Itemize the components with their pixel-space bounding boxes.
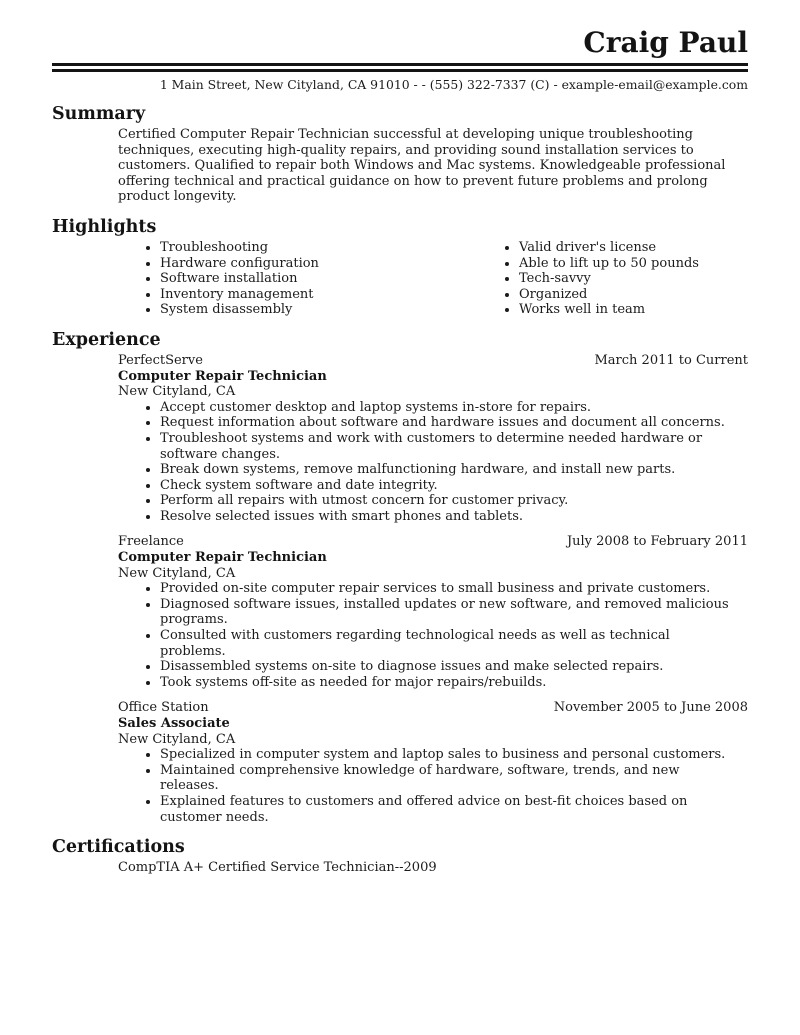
- bullet-item: • Check system software and date integrity.: [160, 478, 730, 494]
- summary-section: [52, 105, 748, 205]
- job-bullet-list: [118, 400, 748, 525]
- bullet-item: • Provided on-site computer repair services to small business and private customers.: [160, 581, 730, 597]
- job-bullet-list: [118, 581, 748, 690]
- bullet-item: • Valid driver's license: [519, 240, 699, 256]
- highlights-content: [118, 240, 748, 318]
- bullet-item: • Consulted with customers regarding technological needs as well as technical problems.: [160, 628, 730, 659]
- certifications-heading: Certifications: [52, 837, 185, 858]
- job-header-row: [118, 534, 748, 550]
- job-company: PerfectServe: [118, 352, 203, 368]
- job-dates: November 2005 to June 2008: [553, 700, 748, 716]
- bullet-item: • Diagnosed software issues, installed updates or new software, and removed malicious programs.: [160, 597, 730, 628]
- bullet-item: • Maintained comprehensive knowledge of hardware, software, trends, and new releases.: [160, 763, 730, 794]
- bullet-item: • Break down systems, remove malfunctioning hardware, and install new parts.: [160, 462, 730, 478]
- bullet-item: • Hardware configuration: [160, 256, 460, 272]
- highlights-section: [52, 218, 748, 318]
- job-entry: [118, 353, 748, 525]
- job-entry: [118, 700, 748, 825]
- bullet-item: • Explained features to customers and offered advice on best-fit choices based on customer needs.: [160, 794, 730, 825]
- bullet-item: • Troubleshoot systems and work with customers to determine needed hardware or software changes.: [160, 431, 730, 462]
- experience-heading: Experience: [52, 329, 161, 350]
- experience-content: [118, 353, 748, 825]
- job-location: New Cityland, CA: [118, 384, 236, 400]
- certifications-content: [118, 860, 748, 876]
- highlights-right-list: [460, 240, 699, 318]
- bullet-item: • Disassembled systems on-site to diagnose issues and make selected repairs.: [160, 659, 730, 675]
- bullet-item: • Request information about software and hardware issues and document all concerns.: [160, 415, 730, 431]
- contact-line: 1 Main Street, New Cityland, CA 91010 - - (555) 322-7337 (C) - example-email@example.com: [159, 77, 748, 92]
- bullet-item: • Organized: [519, 287, 699, 303]
- bullet-item: • Perform all repairs with utmost concern for customer privacy.: [160, 493, 730, 509]
- summary-text: Certified Computer Repair Technician successful at developing unique troubleshooting techniques, executing high-quality repairs, and providing sound installation services to customers. Qualified to repair both Windows and Mac systems. Knowledgeable professional offering technical and practical guidance on how to prevent future problems and prolong product longevity.: [118, 127, 726, 205]
- job-title: Computer Repair Technician: [118, 550, 327, 566]
- bullet-item: • Able to lift up to 50 pounds: [519, 256, 699, 272]
- job-location: New Cityland, CA: [118, 565, 236, 581]
- certifications-section: [52, 838, 748, 876]
- job-dates: March 2011 to Current: [594, 352, 748, 368]
- bullet-item: • Inventory management: [160, 287, 460, 303]
- header-double-rule: [52, 63, 748, 72]
- job-title: Computer Repair Technician: [118, 368, 327, 384]
- job-entry: [118, 534, 748, 690]
- bullet-item: • Software installation: [160, 271, 460, 287]
- experience-section: [52, 331, 748, 825]
- job-company: Office Station: [118, 700, 209, 716]
- job-dates: July 2008 to February 2011: [566, 534, 748, 550]
- job-title: Sales Associate: [118, 716, 230, 731]
- bullet-item: • Tech-savvy: [519, 271, 699, 287]
- summary-heading: Summary: [52, 104, 146, 124]
- bullet-item: • Took systems off-site as needed for major repairs/rebuilds.: [160, 675, 730, 691]
- summary-content: [118, 127, 748, 205]
- bullet-item: • Accept customer desktop and laptop systems in-store for repairs.: [160, 400, 730, 416]
- certification-item: CompTIA A+ Certified Service Technician--2009: [118, 860, 437, 876]
- job-header-row: [118, 353, 748, 369]
- bullet-item: • Resolve selected issues with smart phones and tablets.: [160, 509, 730, 525]
- resume-header: [52, 28, 748, 92]
- job-location: New Cityland, CA: [118, 731, 236, 747]
- job-company: Freelance: [118, 534, 184, 550]
- bullet-item: • Works well in team: [519, 302, 699, 318]
- bullet-item: • Specialized in computer system and laptop sales to business and personal customers.: [160, 747, 730, 763]
- bullet-item: • Troubleshooting: [160, 240, 460, 256]
- bullet-item: • System disassembly: [160, 302, 460, 318]
- candidate-name: Craig Paul: [583, 26, 748, 59]
- highlights-heading: Highlights: [52, 216, 157, 237]
- job-header-row: [118, 700, 748, 716]
- job-bullet-list: [118, 747, 748, 825]
- highlights-left-list: [118, 240, 460, 318]
